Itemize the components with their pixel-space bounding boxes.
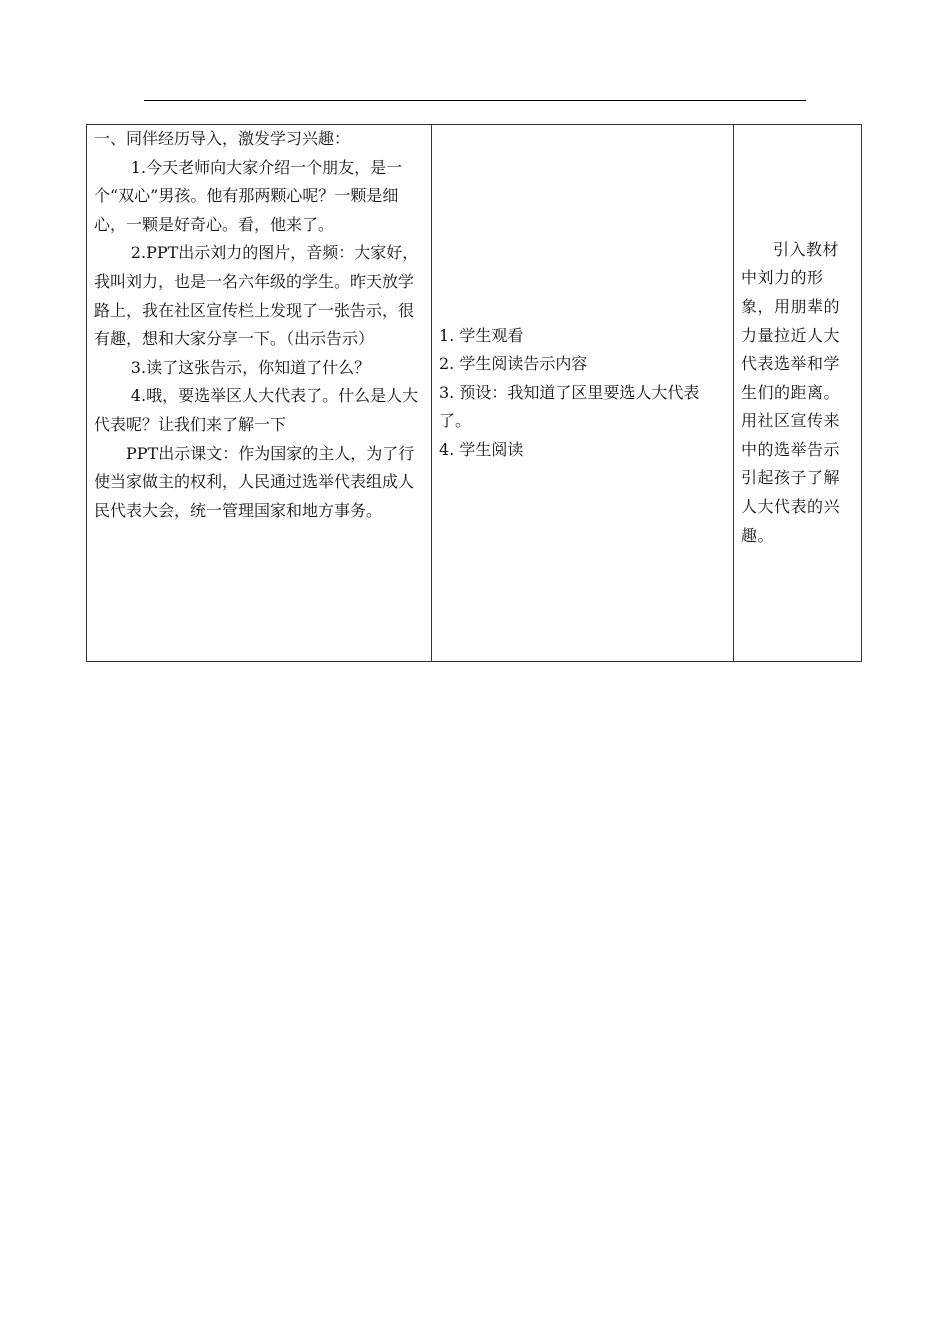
student-item-2: 2. 学生阅读告示内容: [439, 354, 588, 374]
design-intent-cell: [734, 125, 862, 662]
step-2-text: 2.PPT出示刘力的图片，音频：大家好，我叫刘力，也是一名六年级的学生。昨天放学路上，我在社区宣传栏上发现了一张告示，很有趣，想和大家分享一下。（出示告示）: [94, 243, 419, 349]
header-rule: [144, 100, 806, 101]
table-row: [87, 125, 862, 662]
ppt-text: PPT出示课文：作为国家的主人，为了行使当家做主的权利，人民通过选举代表组成人民代表大会，统一管理国家和地方事务。: [94, 443, 415, 520]
step-1-text: 1.今天老师向大家介绍一个朋友，是一个“双心”男孩。他有那两颗心呢？一颗是细心，一颗是好奇心。看，他来了。: [94, 157, 403, 234]
student-activity-cell: [432, 125, 734, 662]
student-item-1: 1. 学生观看: [439, 325, 524, 345]
lesson-plan-table: [86, 124, 862, 662]
step-3-text: 3.读了这张告示，你知道了什么？: [130, 357, 371, 377]
step-4-text: 4.哦，要选举区人大代表了。什么是人大代表呢？让我们来了解一下: [94, 386, 419, 434]
design-intent-text: 引入教材中刘力的形象，用朋辈的力量拉近人大代表选举和学生们的距离。用社区宣传来中的选举告示引起孩子了解人大代表的兴趣。: [741, 239, 841, 545]
section-heading: 一、同伴经历导入，激发学习兴趣：: [94, 129, 351, 148]
teacher-activity-cell: [87, 125, 432, 662]
student-item-4: 4. 学生阅读: [439, 439, 524, 459]
student-item-3: 3. 预设：我知道了区里要选人大代表了。: [439, 382, 700, 431]
